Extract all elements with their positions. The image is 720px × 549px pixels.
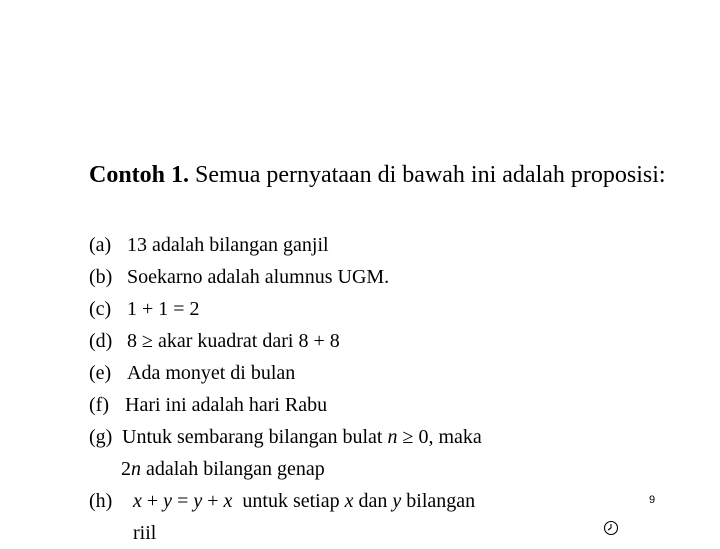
math-variable: y [392,490,402,512]
list-item-d [89,325,649,357]
math-variable: x [223,490,233,512]
item-text: untuk setiap [232,490,345,512]
item-text: dan [353,490,393,512]
math-variable: x [344,490,354,512]
math-operator: + [141,490,164,512]
item-marker: (a) [89,234,112,256]
math-variable: y [193,490,203,512]
math-variable: n [387,426,398,448]
item-text: 1 + 1 = 2 [127,298,200,320]
list-item-f [89,389,649,421]
item-text: Ada monyet di bulan [127,362,296,384]
math-operator: = [172,490,194,512]
math-variable: y [163,490,173,512]
list-item-g-continuation [89,453,649,485]
example-heading [89,160,669,190]
item-marker: (f) [89,394,109,416]
page-number: 9 [649,494,656,506]
list-item-c [89,293,649,325]
item-text: adalah bilangan genap [141,458,325,480]
item-text: riil [133,522,157,544]
item-text: 2 [121,458,131,480]
item-marker: (c) [89,298,112,320]
math-variable: n [131,458,141,480]
list-item-a [89,229,649,261]
item-text: Soekarno adalah alumnus UGM. [127,266,390,288]
math-operator: + [202,490,224,512]
proposition-list [89,229,649,549]
math-variable: x [133,490,142,512]
item-text: ≥ 0, maka [397,426,482,448]
list-item-e [89,357,649,389]
list-item-g [89,421,649,453]
list-item-h [89,485,649,517]
example-intro-text: Semua pernyataan di bawah ini adalah proposisi: [189,162,666,188]
item-text: bilangan [401,490,476,512]
item-marker: (g) [89,426,113,448]
item-text: Hari ini adalah hari Rabu [125,394,328,416]
item-marker: (d) [89,330,113,352]
example-label: Contoh 1. [89,162,190,188]
item-marker: (e) [89,362,112,384]
item-text: 13 adalah bilangan ganjil [127,234,329,256]
item-marker: (b) [89,266,113,288]
item-text: 8 ≥ akar kuadrat dari 8 + 8 [127,330,340,352]
list-item-b [89,261,649,293]
item-text: Untuk sembarang bilangan bulat [122,426,388,448]
list-item-h-continuation [89,517,649,549]
clock-icon [603,520,619,536]
item-marker: (h) [89,490,113,512]
